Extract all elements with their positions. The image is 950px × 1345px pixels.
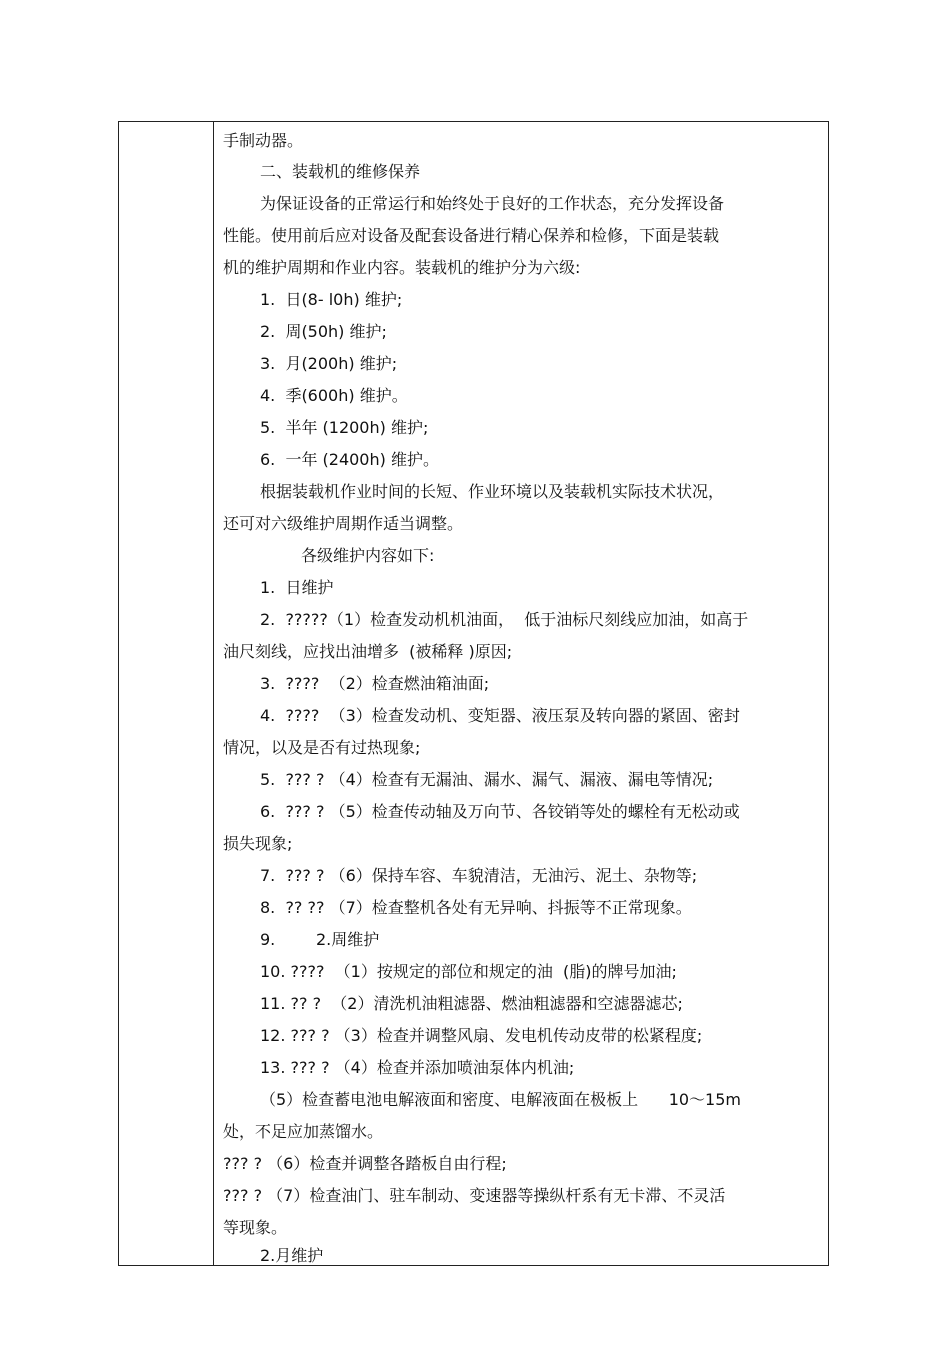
text-line: 7. ??? ? （6）保持车容、车貌清洁，无油污、泥土、杂物等; <box>260 866 698 885</box>
text-line: 2. ?????（1）检查发动机机油面， 低于油标尺刻线应加油，如高于 <box>260 610 749 629</box>
text-line: 手制动器。 <box>223 131 304 150</box>
text-line: 等现象。 <box>223 1218 288 1237</box>
text-line: 各级维护内容如下: <box>301 546 435 565</box>
text-line: 2. 周(50h) 维护; <box>260 322 387 341</box>
text-line: 油尺刻线，应找出油增多 (被稀释 )原因; <box>223 642 513 661</box>
text-line: （5）检查蓄电池电解液面和密度、电解液面在极板上 10～15m <box>260 1090 742 1109</box>
text-line: 二、装载机的维修保养 <box>260 162 421 181</box>
text-line: 性能。使用前后应对设备及配套设备进行精心保养和检修，下面是装载 <box>223 226 720 245</box>
text-line: 9. 2.周维护 <box>260 930 380 949</box>
text-line: 为保证设备的正常运行和始终处于良好的工作状态，充分发挥设备 <box>260 194 725 213</box>
text-line: ??? ? （6）检查并调整各踏板自由行程; <box>223 1154 507 1173</box>
text-line: 3. ???? （2）检查燃油箱油面; <box>260 674 490 693</box>
text-line: 6. ??? ? （5）检查传动轴及万向节、各铰销等处的螺栓有无松动或 <box>260 802 740 821</box>
text-line: 5. ??? ? （4）检查有无漏油、漏水、漏气、漏液、漏电等情况; <box>260 770 714 789</box>
text-line: 13. ??? ? （4）检查并添加喷油泵体内机油; <box>260 1058 575 1077</box>
text-line: 4. 季(600h) 维护。 <box>260 386 408 405</box>
text-line: 11. ?? ? （2）清洗机油粗滤器、燃油粗滤器和空滤器滤芯; <box>260 994 683 1013</box>
text-line: 12. ??? ? （3）检查并调整风扇、发电机传动皮带的松紧程度; <box>260 1026 703 1045</box>
text-line: 6. 一年 (2400h) 维护。 <box>260 450 439 469</box>
text-line: 1. 日维护 <box>260 578 334 597</box>
text-line: 情况，以及是否有过热现象; <box>223 738 421 757</box>
text-line: 损失现象; <box>223 834 293 853</box>
text-line: 根据装载机作业时间的长短、作业环境以及装载机实际技术状况， <box>260 482 725 501</box>
text-line: 机的维护周期和作业内容。装载机的维护分为六级: <box>223 258 581 277</box>
text-line: 10. ???? （1）按规定的部位和规定的油 (脂)的牌号加油; <box>260 962 677 981</box>
column-divider <box>213 122 214 1265</box>
text-line: 处，不足应加蒸馏水。 <box>223 1122 384 1141</box>
document-table <box>118 121 829 1266</box>
text-line: 4. ???? （3）检查发动机、变矩器、液压泵及转向器的紧固、密封 <box>260 706 740 725</box>
text-line: 3. 月(200h) 维护; <box>260 354 398 373</box>
text-line: 8. ?? ?? （7）检查整机各处有无异响、抖振等不正常现象。 <box>260 898 692 917</box>
text-line: 1. 日(8- l0h) 维护; <box>260 290 403 309</box>
text-line: 还可对六级维护周期作适当调整。 <box>223 514 464 533</box>
text-line: ??? ? （7）检查油门、驻车制动、变速器等操纵杆系有无卡滞、不灵活 <box>223 1186 726 1205</box>
text-line: 5. 半年 (1200h) 维护; <box>260 418 429 437</box>
text-line: 2.月维护 <box>260 1246 324 1265</box>
